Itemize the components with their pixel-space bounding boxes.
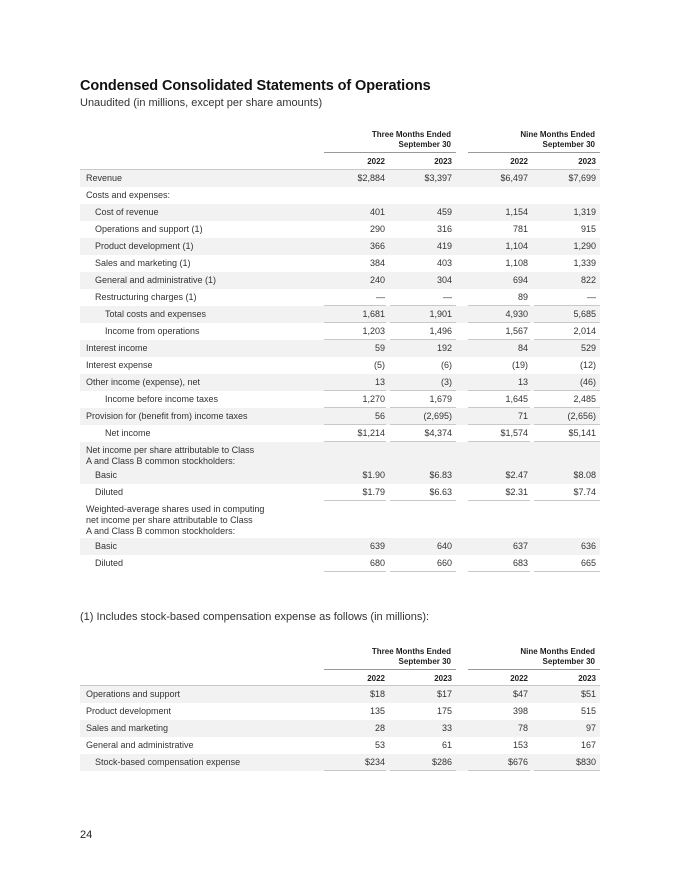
value-cell: 640 bbox=[436, 541, 452, 551]
table-row bbox=[80, 391, 600, 408]
table-row bbox=[80, 737, 600, 754]
value-cell: (3) bbox=[441, 377, 452, 387]
value-cell: $4,374 bbox=[424, 428, 452, 438]
value-cell: 665 bbox=[580, 558, 596, 568]
underline-rule bbox=[324, 770, 386, 771]
value-cell: 419 bbox=[436, 241, 452, 251]
value-cell: $2.47 bbox=[505, 470, 528, 480]
value-cell: 56 bbox=[374, 411, 385, 421]
underline-rule bbox=[390, 770, 456, 771]
value-cell: 135 bbox=[369, 706, 385, 716]
table-row bbox=[80, 555, 600, 572]
row-label: Stock-based compensation expense bbox=[95, 757, 241, 767]
value-cell: 5,685 bbox=[573, 309, 596, 319]
table-row bbox=[80, 467, 600, 484]
table-row bbox=[80, 357, 600, 374]
value-cell: 1,901 bbox=[429, 309, 452, 319]
row-label-line: A and Class B common stockholders: bbox=[86, 526, 236, 536]
value-cell: 660 bbox=[436, 558, 452, 568]
row-label: Revenue bbox=[86, 173, 123, 183]
row-label: Sales and marketing bbox=[86, 723, 169, 733]
row-label: Interest income bbox=[86, 343, 148, 353]
value-cell: $1,574 bbox=[500, 428, 528, 438]
row-label bbox=[86, 445, 254, 467]
page-number: 24 bbox=[80, 829, 93, 841]
page-title: Condensed Consolidated Statements of Operations bbox=[80, 78, 431, 94]
value-cell: 459 bbox=[436, 207, 452, 217]
header-rule-three bbox=[324, 152, 456, 153]
value-cell: $234 bbox=[364, 757, 385, 767]
value-cell: $286 bbox=[431, 757, 452, 767]
value-cell: 13 bbox=[517, 377, 528, 387]
statement-of-operations-table bbox=[80, 130, 600, 575]
row-label: General and administrative bbox=[86, 740, 194, 750]
nine-months-header-line1: Nine Months Ended bbox=[520, 130, 595, 139]
value-cell: 1,319 bbox=[573, 207, 596, 217]
underline-rule bbox=[390, 571, 456, 572]
value-cell: $2,884 bbox=[357, 173, 385, 183]
value-cell: 28 bbox=[374, 723, 385, 733]
year-header: 2022 bbox=[510, 674, 528, 683]
nine-months-header bbox=[469, 130, 595, 150]
value-cell: 1,567 bbox=[505, 326, 528, 336]
row-label: Operations and support bbox=[86, 689, 181, 699]
value-cell: 316 bbox=[436, 224, 452, 234]
table-row bbox=[80, 686, 600, 703]
value-cell: 1,339 bbox=[573, 258, 596, 268]
value-cell: 637 bbox=[512, 541, 528, 551]
value-cell: 1,104 bbox=[505, 241, 528, 251]
value-cell: $2.31 bbox=[505, 487, 528, 497]
row-label: Product development bbox=[86, 706, 172, 716]
value-cell: 4,930 bbox=[505, 309, 528, 319]
value-cell: 175 bbox=[436, 706, 452, 716]
value-cell: 304 bbox=[436, 275, 452, 285]
row-label: Income before income taxes bbox=[105, 394, 219, 404]
table-row bbox=[80, 484, 600, 501]
value-cell: 71 bbox=[517, 411, 528, 421]
year-header: 2023 bbox=[578, 674, 596, 683]
value-cell: 84 bbox=[517, 343, 528, 353]
row-label bbox=[86, 504, 264, 537]
three-months-header-line2: September 30 bbox=[398, 140, 451, 149]
value-cell: 1,681 bbox=[362, 309, 385, 319]
value-cell: $1,214 bbox=[357, 428, 385, 438]
value-cell: 61 bbox=[441, 740, 452, 750]
value-cell: 384 bbox=[369, 258, 385, 268]
value-cell: $676 bbox=[507, 757, 528, 767]
year-header: 2022 bbox=[367, 157, 385, 166]
value-cell: 366 bbox=[369, 241, 385, 251]
value-cell: 290 bbox=[369, 224, 385, 234]
value-cell: $830 bbox=[575, 757, 596, 767]
value-cell: 1,108 bbox=[505, 258, 528, 268]
table-row bbox=[80, 374, 600, 391]
value-cell: 680 bbox=[369, 558, 385, 568]
nine-months-header-line2: September 30 bbox=[542, 140, 595, 149]
underline-rule bbox=[324, 571, 386, 572]
row-label: Restructuring charges (1) bbox=[95, 292, 197, 302]
table-row bbox=[80, 538, 600, 555]
header-rule-three bbox=[324, 669, 456, 670]
value-cell: $51 bbox=[580, 689, 596, 699]
value-cell: $8.08 bbox=[573, 470, 596, 480]
table-row bbox=[80, 272, 600, 289]
row-label: Interest expense bbox=[86, 360, 153, 370]
value-cell: 781 bbox=[512, 224, 528, 234]
underline-rule bbox=[534, 571, 600, 572]
value-cell: 529 bbox=[580, 343, 596, 353]
value-cell: 2,485 bbox=[573, 394, 596, 404]
value-cell: $5,141 bbox=[568, 428, 596, 438]
table-row bbox=[80, 221, 600, 238]
value-cell: 694 bbox=[512, 275, 528, 285]
underline-rule bbox=[468, 770, 530, 771]
value-cell: $6.63 bbox=[429, 487, 452, 497]
value-cell: 1,203 bbox=[362, 326, 385, 336]
row-label: Income from operations bbox=[105, 326, 200, 336]
value-cell: 515 bbox=[580, 706, 596, 716]
year-header: 2023 bbox=[434, 674, 452, 683]
value-cell: 53 bbox=[374, 740, 385, 750]
nine-months-header bbox=[469, 647, 595, 667]
value-cell: 1,679 bbox=[429, 394, 452, 404]
row-label-line: net income per share attributable to Class bbox=[86, 515, 253, 525]
row-label: Product development (1) bbox=[95, 241, 194, 251]
value-cell: 403 bbox=[436, 258, 452, 268]
value-cell: $17 bbox=[436, 689, 452, 699]
year-header: 2023 bbox=[578, 157, 596, 166]
header-rule-nine bbox=[468, 669, 600, 670]
row-label: Total costs and expenses bbox=[105, 309, 207, 319]
value-cell: 639 bbox=[369, 541, 385, 551]
row-label-line: Net income per share attributable to Class bbox=[86, 445, 255, 455]
row-label: General and administrative (1) bbox=[95, 275, 217, 285]
value-cell: 1,270 bbox=[362, 394, 385, 404]
page-subtitle: Unaudited (in millions, except per share amounts) bbox=[80, 97, 323, 109]
table-row bbox=[80, 187, 600, 204]
value-cell: $7.74 bbox=[573, 487, 596, 497]
value-cell: (6) bbox=[441, 360, 452, 370]
sbc-footnote: (1) Includes stock-based compensation expense as follows (in millions): bbox=[80, 611, 430, 623]
value-cell: 915 bbox=[580, 224, 596, 234]
table-row bbox=[80, 238, 600, 255]
three-months-header-line1: Three Months Ended bbox=[371, 130, 451, 139]
value-cell: — bbox=[443, 292, 452, 302]
value-cell: 636 bbox=[580, 541, 596, 551]
value-cell: — bbox=[376, 292, 385, 302]
value-cell: $6,497 bbox=[500, 173, 528, 183]
value-cell: 78 bbox=[517, 723, 528, 733]
value-cell: 192 bbox=[436, 343, 452, 353]
table-row bbox=[80, 289, 600, 306]
value-cell: $1.90 bbox=[362, 470, 385, 480]
value-cell: 33 bbox=[441, 723, 452, 733]
underline-rule bbox=[468, 571, 530, 572]
row-label: Provision for (benefit from) income taxes bbox=[86, 411, 248, 421]
table-row bbox=[80, 170, 600, 187]
row-label: Operations and support (1) bbox=[95, 224, 203, 234]
value-cell: (5) bbox=[374, 360, 385, 370]
value-cell: (46) bbox=[579, 377, 596, 387]
value-cell: 683 bbox=[512, 558, 528, 568]
row-label: Diluted bbox=[95, 487, 124, 497]
three-months-header bbox=[325, 130, 451, 150]
table-row bbox=[80, 323, 600, 340]
value-cell: $6.83 bbox=[429, 470, 452, 480]
table-row bbox=[80, 408, 600, 425]
row-label: Net income bbox=[105, 428, 151, 438]
nine-months-header-line1: Nine Months Ended bbox=[520, 647, 595, 656]
value-cell: (2,695) bbox=[423, 411, 452, 421]
value-cell: 822 bbox=[580, 275, 596, 285]
three-months-header-line1: Three Months Ended bbox=[371, 647, 451, 656]
value-cell: $3,397 bbox=[424, 173, 452, 183]
stock-based-compensation-table bbox=[80, 647, 600, 777]
table-row bbox=[80, 306, 600, 323]
three-months-header-line2: September 30 bbox=[398, 657, 451, 666]
value-cell: 1,290 bbox=[573, 241, 596, 251]
three-months-header bbox=[325, 647, 451, 667]
value-cell: 89 bbox=[517, 292, 528, 302]
row-label: Sales and marketing (1) bbox=[95, 258, 191, 268]
table-row bbox=[80, 703, 600, 720]
table-row bbox=[80, 720, 600, 737]
value-cell: $47 bbox=[512, 689, 528, 699]
value-cell: (12) bbox=[579, 360, 596, 370]
row-label: Basic bbox=[95, 470, 118, 480]
row-label-line: Weighted-average shares used in computing bbox=[86, 504, 265, 514]
table-row bbox=[80, 501, 600, 538]
table-row bbox=[80, 425, 600, 442]
row-label: Other income (expense), net bbox=[86, 377, 201, 387]
table-row bbox=[80, 754, 600, 771]
row-label: Costs and expenses: bbox=[86, 190, 171, 200]
table-row bbox=[80, 442, 600, 467]
value-cell: 153 bbox=[512, 740, 528, 750]
value-cell: 401 bbox=[369, 207, 385, 217]
row-label: Diluted bbox=[95, 558, 124, 568]
value-cell: $18 bbox=[369, 689, 385, 699]
value-cell: (19) bbox=[511, 360, 528, 370]
nine-months-header-line2: September 30 bbox=[542, 657, 595, 666]
value-cell: 1,154 bbox=[505, 207, 528, 217]
underline-rule bbox=[534, 770, 600, 771]
value-cell: 13 bbox=[374, 377, 385, 387]
row-label: Cost of revenue bbox=[95, 207, 159, 217]
row-label-line: A and Class B common stockholders: bbox=[86, 456, 236, 466]
year-header: 2023 bbox=[434, 157, 452, 166]
value-cell: 398 bbox=[512, 706, 528, 716]
year-header: 2022 bbox=[510, 157, 528, 166]
value-cell: $7,699 bbox=[568, 173, 596, 183]
value-cell: 2,014 bbox=[573, 326, 596, 336]
value-cell: $1.79 bbox=[362, 487, 385, 497]
value-cell: 240 bbox=[369, 275, 385, 285]
value-cell: 1,645 bbox=[505, 394, 528, 404]
value-cell: 1,496 bbox=[429, 326, 452, 336]
table-row bbox=[80, 340, 600, 357]
value-cell: — bbox=[587, 292, 596, 302]
value-cell: (2,656) bbox=[567, 411, 596, 421]
table-row bbox=[80, 204, 600, 221]
value-cell: 167 bbox=[580, 740, 596, 750]
value-cell: 59 bbox=[374, 343, 385, 353]
row-label: Basic bbox=[95, 541, 118, 551]
value-cell: 97 bbox=[585, 723, 596, 733]
table-row bbox=[80, 255, 600, 272]
header-rule-nine bbox=[468, 152, 600, 153]
year-header: 2022 bbox=[367, 674, 385, 683]
